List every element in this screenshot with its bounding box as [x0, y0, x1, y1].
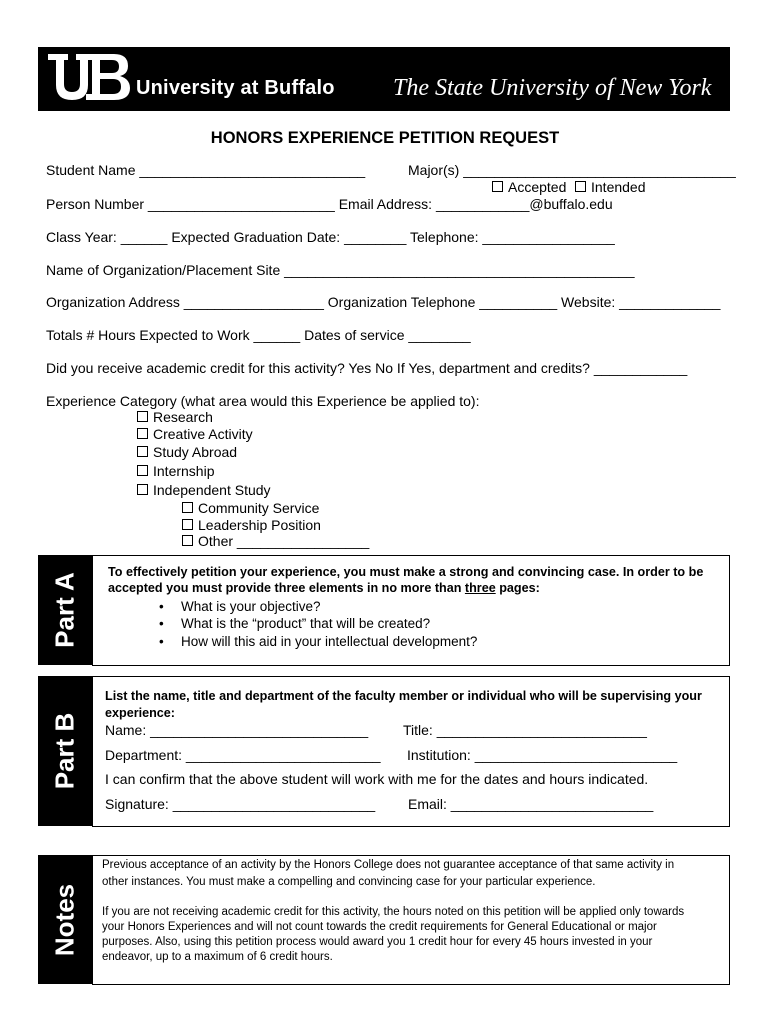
intended-label: Intended — [591, 179, 646, 195]
part-b-label: Part B — [49, 712, 80, 790]
option-leadership-position[interactable] — [182, 517, 321, 533]
accepted-option[interactable] — [492, 179, 566, 195]
part-a-label: Part A — [49, 572, 80, 648]
accepted-checkbox[interactable] — [492, 181, 503, 192]
experience-category-label: Experience Category (what area would this Experience be applied to): — [46, 393, 480, 409]
intended-option[interactable] — [575, 179, 646, 195]
part-a-bullet: • What is your objective? — [181, 599, 321, 614]
ub-logo — [46, 52, 132, 104]
part-a-bullet: • How will this aid in your intellectual development? — [181, 634, 477, 649]
option-label: Other _________________ — [198, 533, 370, 549]
leadership-position-checkbox[interactable] — [182, 519, 193, 530]
research-checkbox[interactable] — [137, 411, 148, 422]
intended-checkbox[interactable] — [575, 181, 586, 192]
notes-paragraph-1-line: Previous acceptance of an activity by the Honors College does not guarantee acceptance of that same activity in — [102, 859, 675, 871]
option-label: Independent Study — [153, 482, 271, 498]
supervisor-institution-field[interactable]: Institution: __________________________ — [407, 747, 678, 763]
supervisor-signature-field[interactable]: Signature: __________________________ — [105, 796, 376, 812]
part-a-intro-line-2 — [108, 581, 540, 595]
person-number-email-field[interactable]: Person Number ________________________ Email Address: ____________@buffalo.edu — [46, 196, 613, 212]
community-service-checkbox[interactable] — [182, 502, 193, 513]
part-a-tab — [38, 555, 92, 665]
option-label: Creative Activity — [153, 426, 253, 442]
part-b-intro-line-1: List the name, title and department of the faculty member or individual who will be supervising your — [105, 689, 702, 703]
student-name-field[interactable]: Student Name _____________________________ — [46, 162, 366, 178]
form-title: HONORS EXPERIENCE PETITION REQUEST — [210, 129, 560, 147]
university-banner — [38, 47, 730, 111]
three-underlined: three — [464, 581, 496, 595]
organization-address-field[interactable]: Organization Address __________________ Organization Telephone __________ Website: _____________ — [46, 294, 721, 310]
part-a-bullet: • What is the “product” that will be created? — [181, 616, 430, 631]
option-label: Internship — [153, 463, 215, 479]
creative-activity-checkbox[interactable] — [137, 428, 148, 439]
option-label: Research — [153, 409, 213, 425]
option-internship[interactable] — [137, 463, 214, 479]
notes-paragraph-2-line: endeavor, up to a maximum of 6 credit hours. — [102, 951, 333, 963]
study-abroad-checkbox[interactable] — [137, 446, 148, 457]
academic-credit-field[interactable]: Did you receive academic credit for this activity? Yes No If Yes, department and credits? ____________ — [46, 360, 688, 376]
option-label: Study Abroad — [153, 444, 238, 460]
option-study-abroad[interactable] — [137, 444, 237, 460]
option-label: Leadership Position — [198, 517, 321, 533]
option-research[interactable] — [137, 409, 213, 425]
accepted-label: Accepted — [508, 179, 567, 195]
suny-name: The State University of New York — [393, 75, 712, 101]
notes-paragraph-2-line: purposes. Also, using this petition process would award you 1 credit hour for every 45 hours invested in your — [102, 936, 653, 948]
supervisor-title-field[interactable]: Title: ___________________________ — [403, 722, 647, 738]
supervisor-name-field[interactable]: Name: ____________________________ — [105, 722, 369, 738]
supervisor-department-field[interactable]: Department: _________________________ — [105, 747, 381, 763]
class-year-field[interactable]: Class Year: ______ Expected Graduation Date: ________ Telephone: _________________ — [46, 229, 615, 245]
notes-paragraph-2-line: your Honors Experiences and will not count towards the credit requirements for General Educational or major — [102, 921, 657, 933]
university-name: University at Buffalo — [136, 77, 335, 99]
option-other[interactable] — [182, 533, 369, 549]
notes-paragraph-2-line: If you are not receiving academic credit for this activity, the hours noted on this petition will be applied only towards — [102, 906, 685, 918]
other-checkbox[interactable] — [182, 535, 193, 546]
notes-label: Notes — [49, 883, 80, 956]
part-b-intro-line-2: experience: — [105, 706, 176, 720]
notes-tab — [38, 855, 92, 984]
intro-text-end: pages: — [495, 581, 540, 595]
option-creative-activity[interactable] — [137, 426, 253, 442]
notes-paragraph-1-line: other instances. You must make a compelling and convincing case for your particular experience. — [102, 876, 596, 888]
part-a-intro-line-1: To effectively petition your experience, you must make a strong and convincing case. In order to be — [108, 565, 704, 579]
internship-checkbox[interactable] — [137, 465, 148, 476]
hours-field[interactable]: Totals # Hours Expected to Work ______ Dates of service ________ — [46, 327, 471, 343]
intro-text: accepted you must provide three elements in no more than — [108, 581, 465, 595]
option-community-service[interactable] — [182, 500, 319, 516]
independent-study-checkbox[interactable] — [137, 484, 148, 495]
supervisor-confirmation: I can confirm that the above student will work with me for the dates and hours indicated. — [105, 771, 649, 787]
majors-field[interactable]: Major(s) ___________________________________ — [408, 162, 736, 178]
supervisor-email-field[interactable]: Email: __________________________ — [408, 796, 654, 812]
part-b-tab — [38, 676, 92, 826]
option-independent-study[interactable] — [137, 482, 271, 498]
option-label: Community Service — [198, 500, 320, 516]
organization-name-field[interactable]: Name of Organization/Placement Site _____________________________________________ — [46, 262, 635, 278]
